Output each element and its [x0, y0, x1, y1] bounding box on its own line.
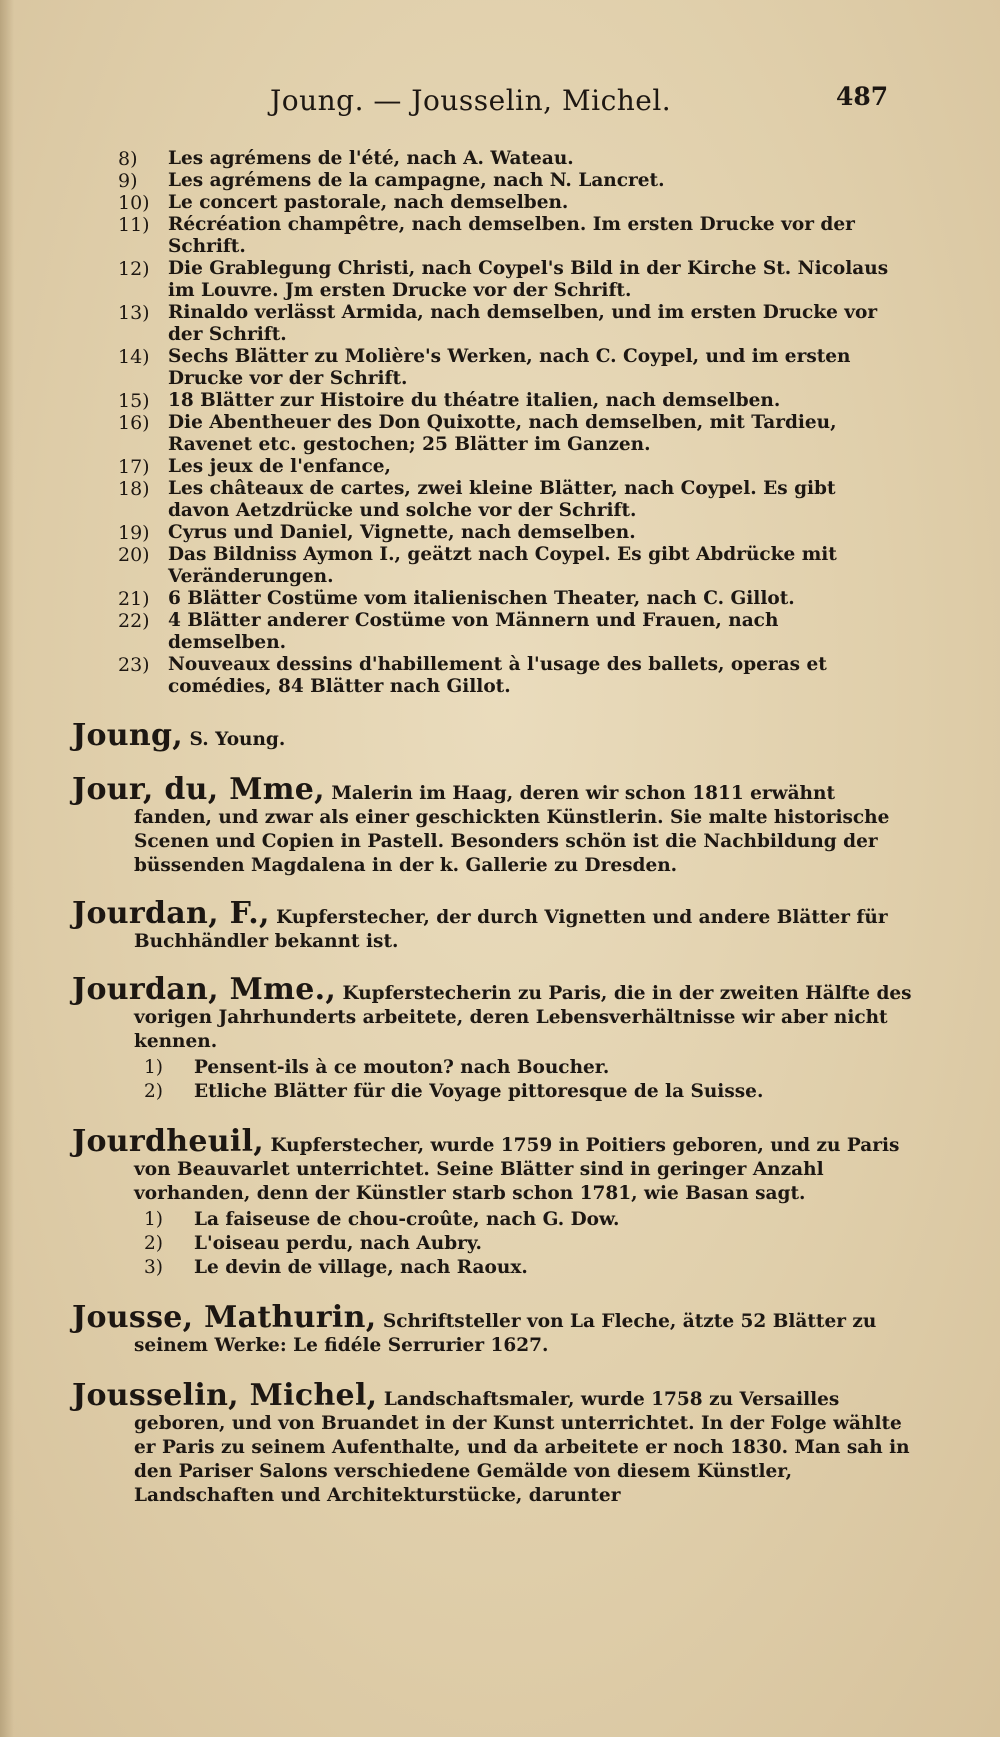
- entry-jousse: [0, 1300, 1000, 1358]
- list-item: [0, 456, 1000, 478]
- entry-text: Malerin im Haag, deren wir schon 1811 erwähnt fanden, und zwar als einer geschickten Künstlerin. Sie malte historische Scenen und Copien in Pastell. Besonders schön ist die Nachbildung der büssenden Magdalena in der k. Gallerie zu Dresden.: [134, 783, 890, 876]
- list-item-text: Etliche Blätter für die Voyage pittoresque de la Suisse.: [194, 1081, 764, 1102]
- list-item-number: 21): [118, 588, 150, 610]
- entry-paragraph: [72, 1378, 912, 1508]
- list-item-number: 11): [118, 214, 150, 236]
- list-item-text: Les agrémens de la campagne, nach N. Lancret.: [168, 170, 665, 191]
- list-item-number: 22): [118, 610, 150, 632]
- entry-name: Joung,: [72, 718, 184, 753]
- list-item-text: Pensent-ils à ce mouton? nach Boucher.: [194, 1057, 610, 1078]
- works-list: [0, 148, 1000, 698]
- list-item: [0, 588, 1000, 610]
- entry-paragraph: [72, 972, 912, 1054]
- list-item-text: Die Grablegung Christi, nach Coypel's Bild in der Kirche St. Nicolaus im Louvre. Jm ersten Drucke vor der Schrift.: [168, 258, 889, 301]
- header-title: Joung. — Jousselin, Michel.: [270, 84, 672, 117]
- list-item-number: 2): [144, 1233, 163, 1254]
- entry-text: S. Young.: [189, 729, 286, 750]
- list-item: [0, 214, 1000, 258]
- list-item-text: 4 Blätter anderer Costüme von Männern und Frauen, nach demselben.: [168, 610, 779, 653]
- list-item-text: Nouveaux dessins d'habillement à l'usage des ballets, operas et comédies, 84 Blätter nach Gillot.: [168, 654, 827, 697]
- entry-name: Jousselin, Michel,: [72, 1378, 378, 1413]
- list-item-number: 1): [144, 1057, 163, 1078]
- list-item: [0, 148, 1000, 170]
- list-item-number: 15): [118, 390, 150, 412]
- list-item-text: 6 Blätter Costüme vom italienischen Theater, nach C. Gillot.: [168, 588, 795, 609]
- list-item-number: 16): [118, 412, 150, 434]
- list-item-text: La faiseuse de chou-croûte, nach G. Dow.: [194, 1209, 620, 1230]
- list-item-text: Les jeux de l'enfance,: [168, 456, 391, 477]
- list-item: [0, 412, 1000, 456]
- list-item-text: L'oiseau perdu, nach Aubry.: [194, 1233, 482, 1254]
- list-item-text: Les agrémens de l'été, nach A. Wateau.: [168, 148, 574, 169]
- list-item-number: 12): [118, 258, 150, 280]
- list-item-number: 1): [144, 1209, 163, 1230]
- entry-text: Schriftsteller von La Fleche, ätzte 52 Blätter zu seinem Werke: Le fidéle Serrurier 1627.: [134, 1311, 877, 1356]
- page-content: [0, 148, 1000, 1508]
- list-item: [0, 522, 1000, 544]
- list-item: [0, 170, 1000, 192]
- list-item-text: Le devin de village, nach Raoux.: [194, 1257, 528, 1278]
- entry-works-list: [72, 1208, 912, 1280]
- entry-text: Kupferstecherin zu Paris, die in der zweiten Hälfte des vorigen Jahrhunderts arbeitete, deren Lebensverhältnisse wir aber nicht kennen.: [134, 983, 912, 1052]
- entry-jourdan-f: [0, 896, 1000, 954]
- list-item: [0, 192, 1000, 214]
- entry-text: Kupferstecher, der durch Vignetten und andere Blätter für Buchhändler bekannt ist.: [134, 907, 888, 952]
- entry-name: Jourdan, F.,: [72, 896, 270, 931]
- list-item: [0, 478, 1000, 522]
- entry-paragraph: [72, 772, 912, 878]
- list-item-number: 8): [118, 148, 138, 170]
- entry-name: Jourdheuil,: [72, 1124, 265, 1159]
- page-number: 487: [836, 82, 889, 111]
- list-item-text: Le concert pastorale, nach demselben.: [168, 192, 569, 213]
- entry-jourdan-mme: [0, 972, 1000, 1104]
- list-item-text: Rinaldo verlässt Armida, nach demselben, und im ersten Drucke vor der Schrift.: [168, 302, 878, 345]
- list-item: [72, 1056, 912, 1080]
- entry-text: Landschaftsmaler, wurde 1758 zu Versailles geboren, und von Bruandet in der Kunst unterrichtet. In der Folge wählte er Paris zu seinem Aufenthalte, und da arbeitete er noch 1830. Man sah in den Pariser Salons verschiedene Gemälde von diesem Künstler, Landschaften und Architekturstücke, darunter: [134, 1389, 910, 1506]
- list-item: [72, 1080, 912, 1104]
- list-item: [0, 544, 1000, 588]
- list-item-text: Die Abentheuer des Don Quixotte, nach demselben, mit Tardieu, Ravenet etc. gestochen; 25 Blätter im Ganzen.: [168, 412, 837, 455]
- entry-paragraph: [72, 1300, 912, 1358]
- list-item-text: Cyrus und Daniel, Vignette, nach demselben.: [168, 522, 636, 543]
- list-item-number: 14): [118, 346, 150, 368]
- list-item-number: 13): [118, 302, 150, 324]
- list-item: [0, 258, 1000, 302]
- entry-paragraph: [72, 1124, 912, 1206]
- list-item-number: 10): [118, 192, 150, 214]
- entry-jour: [0, 772, 1000, 878]
- list-item: [72, 1256, 912, 1280]
- list-item-number: 17): [118, 456, 150, 478]
- list-item: [72, 1208, 912, 1232]
- list-item: [0, 346, 1000, 390]
- list-item-number: 3): [144, 1257, 163, 1278]
- list-item-text: 18 Blätter zur Histoire du théatre italien, nach demselben.: [168, 390, 781, 411]
- running-header: [0, 84, 1000, 124]
- entry-jourdheuil: [0, 1124, 1000, 1280]
- list-item: [72, 1232, 912, 1256]
- list-item: [0, 302, 1000, 346]
- list-item-number: 23): [118, 654, 150, 676]
- list-item: [0, 654, 1000, 698]
- entry-joung: [0, 718, 1000, 753]
- list-item-text: Les châteaux de cartes, zwei kleine Blätter, nach Coypel. Es gibt davon Aetzdrücke und solche vor der Schrift.: [168, 478, 836, 521]
- entry-paragraph: [72, 896, 912, 954]
- list-item-number: 19): [118, 522, 150, 544]
- entry-text: Kupferstecher, wurde 1759 in Poitiers geboren, und zu Paris von Beauvarlet unterrichtet. Seine Blätter sind in geringer Anzahl vorhanden, denn der Künstler starb schon 1781, wie Basan sagt.: [134, 1135, 900, 1204]
- list-item: [0, 390, 1000, 412]
- list-item-number: 2): [144, 1081, 163, 1102]
- list-item-text: Sechs Blätter zu Molière's Werken, nach C. Coypel, und im ersten Drucke vor der Schrift.: [168, 346, 851, 389]
- entry-name: Jousse, Mathurin,: [72, 1300, 377, 1335]
- list-item: [0, 610, 1000, 654]
- list-item-text: Récréation champêtre, nach demselben. Im ersten Drucke vor der Schrift.: [168, 214, 855, 257]
- list-item-number: 20): [118, 544, 150, 566]
- list-item-number: 9): [118, 170, 138, 192]
- entry-name: Jourdan, Mme.,: [72, 972, 337, 1007]
- entry-works-list: [72, 1056, 912, 1104]
- entry-jousselin: [0, 1378, 1000, 1508]
- entry-name: Jour, du, Mme,: [72, 772, 325, 807]
- list-item-number: 18): [118, 478, 150, 500]
- list-item-text: Das Bildniss Aymon I., geätzt nach Coypel. Es gibt Abdrücke mit Veränderungen.: [168, 544, 837, 587]
